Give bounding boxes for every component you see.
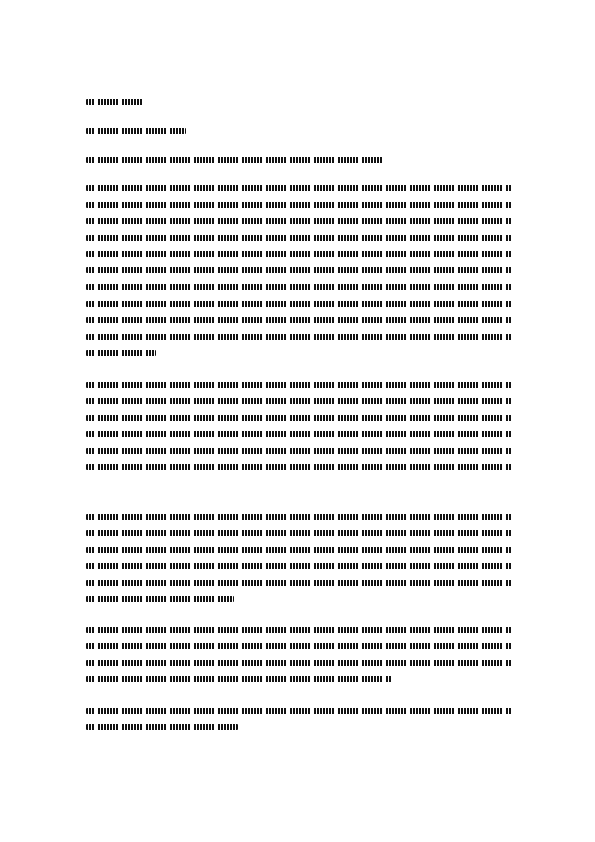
text-line — [86, 643, 512, 649]
text-line — [86, 284, 512, 290]
text-line — [86, 724, 238, 730]
text-line — [86, 301, 512, 307]
text-line — [86, 157, 386, 163]
text-line — [86, 218, 512, 224]
text-line — [86, 627, 512, 633]
text-line — [86, 596, 234, 602]
text-line — [86, 267, 512, 273]
text-line — [86, 317, 512, 323]
text-line — [86, 547, 512, 553]
text-line — [86, 415, 512, 421]
text-line — [86, 350, 156, 356]
text-line — [86, 464, 512, 470]
text-line — [86, 448, 512, 454]
text-line — [86, 514, 512, 520]
text-line — [86, 334, 512, 340]
text-line — [86, 431, 512, 437]
text-line — [86, 128, 186, 134]
text-line — [86, 660, 512, 666]
text-line — [86, 398, 512, 404]
text-line — [86, 676, 392, 682]
text-line — [86, 202, 512, 208]
text-line — [86, 580, 512, 586]
text-line — [86, 235, 512, 241]
text-line — [86, 530, 512, 536]
text-line — [86, 563, 512, 569]
text-line — [86, 251, 512, 257]
text-line — [86, 382, 512, 388]
text-line — [86, 708, 512, 714]
text-line — [86, 185, 512, 191]
text-line — [86, 99, 146, 105]
